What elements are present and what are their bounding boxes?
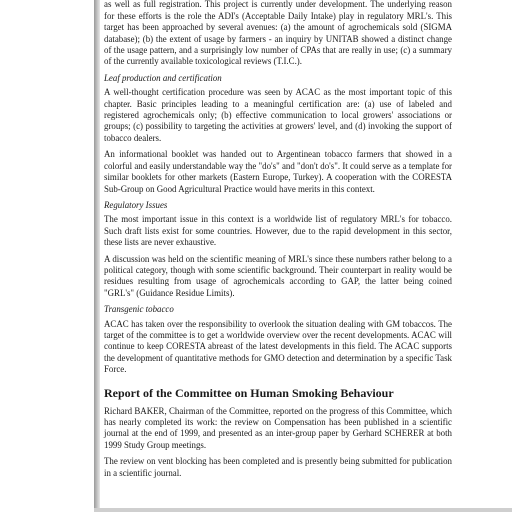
paragraph: as well as full registration. This project is currently under development. The underlying reason for these efforts is the role the ADI's (Acceptable Daily Intake) play in regulatory MRL's. This target has been approached by several avenues: (a) the amount of agrochemicals sold (SIGMA database); (b) the extent of usage by farmers - an inquiry by UNITAB showed a distinct change of the usage pattern, and a surprisingly low number of CPAs that are really in use; (c) a summary of the currently available toxicological reviews (T.I.C.). [104,0,452,67]
paragraph: The review on vent blocking has been completed and is presently being submitted for publication in a scientific journal. [104,456,452,478]
paragraph: An informational booklet was handed out to Argentinean tobacco farmers that showed in a colorful and easily understandable way the "do's" and "don't do's". It could serve as a template for similar booklets for other markets (Eastern Europe, Turkey). A cooperation with the CORESTA Sub-Group on Good Agricultural Practice would have merits in this context. [104,149,452,194]
subheading-leaf-production: Leaf production and certification [104,72,222,83]
paragraph: A well-thought certification procedure was seen by ACAC as the most important topic of this chapter. Basic principles leading to a meaningful certification are: (a) use of labeled and registered agrochemicals only; (b) effective communication to local growers' associations or groups; (c) possibility to targeting the activities at growers' level, and (d) invoking the support of tobacco dealers. [104,87,452,143]
paragraph: ACAC has taken over the responsibility to overlook the situation dealing with GM tobaccos. The target of the committee is to get a worldwide overview over the recent developments. ACAC will continue to keep CORESTA abreast of the latest developments in this field. The ACAC supports the development of quantitative methods for GMO detection and determination by a specific Task Force. [104,318,452,375]
paragraph: A discussion was held on the scientific meaning of MRL's since these numbers rather belong to a political category, though with some scientific background. Their counterpart in reality would be residues resulting from usage of agrochemicals according to GAP, the latter being coined "GRL's" (Guidance Residue Limits). [104,253,452,298]
subheading-regulatory-issues: Regulatory Issues [104,199,168,210]
paragraph: The most important issue in this context is a worldwide list of regulatory MRL's for tobacco. Such draft lists exist for some countries. However, due to the rapid development in this sector, these lists are never exhaustive. [104,214,452,248]
document-page [100,0,512,508]
page-edge [94,508,512,512]
document-body [104,0,452,484]
section-heading: Report of the Committee on Human Smoking Behaviour [104,385,394,400]
subheading-transgenic-tobacco: Transgenic tobacco [104,304,174,315]
paragraph: Richard BAKER, Chairman of the Committee, reported on the progress of this Committee, which has nearly completed its work: the review on Compensation has been published in a scientific journal at the end of 1999, and presented as an inter-group paper by Gerhard SCHERER at both 1999 Study Group meetings. [104,405,452,450]
